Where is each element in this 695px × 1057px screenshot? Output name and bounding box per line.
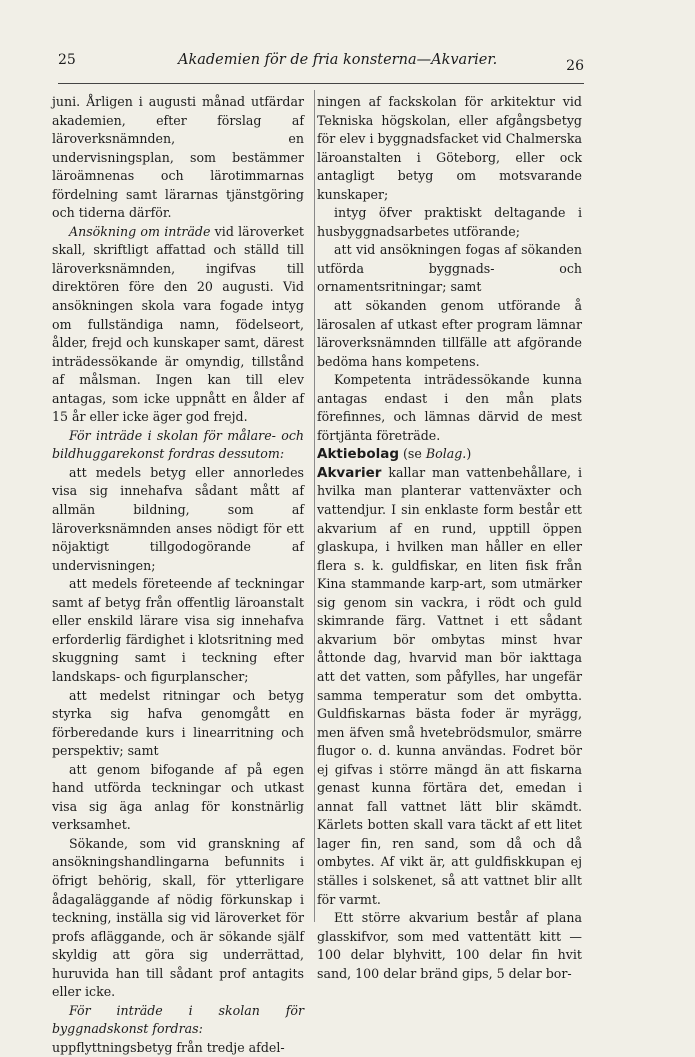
entry-headword: Aktiebolag: [317, 446, 400, 463]
entry-reference-target: Bolag.: [425, 446, 467, 462]
paragraph: Ett större akvarium består af plana glasskifvor, som med vattentätt kitt — 100 delar blyhvitt, 100 delar fin hvit sand, 100 delar bränd gips, 5 delar bor-: [317, 910, 582, 981]
entry-text: kallar man vattenbehållare, i hvilka man planterar vattenväxter och vattendjur. I sin enklaste form består ett akvarium af en rund, upptill öppen glaskupa, i hvilken man håller en eller flera s. k. guldfiskar, en liten fisk från Kina stammande karp-art, som utmärker sig genom sin vackra, i rödt och guld skimrande färg. Vattnet i ett sådant akvarium bör ombytas minst hvar åttonde dag, hvarvid man bör iakttaga att det vatten, som påfylles, har ungefär samma temperatur som det ombytta. Guldfiskarnas bästa foder är myrägg, men äfven små hvetebrödsmulor, smärre flugor o. d. kunna användas. Fodret bör ej gifvas i större mängd än att fiskarna genast kunna förtära det, emedan i annat fall vattnet lätt blir skämdt. Kärlets botten skall vara täckt af ett litet lager fin, ren sand, som då och då ombytes. Af vikt är, att guldfiskkupan ej ställes i solskenet, så att vattnet blir allt för varmt.: [317, 464, 582, 907]
running-title: Akademien för de fria konsterna—Akvarier.: [178, 52, 498, 68]
paragraph: att medels betyg eller annorledes visa sig innehafva sådant mått af allmän bildning, som af läroverksnämnden anses nödigt för ett nöjaktigt tillgodogörande af undervisningen;: [52, 464, 304, 573]
paragraph: [52, 223, 304, 427]
paragraph: Kompetenta inträdessökande kunna antagas endast i den mån plats förefinnes, och lämnas därvid de mest förtjänta företräde.: [317, 372, 582, 443]
italic-heading: För inträde i skolan för målare- och bildhuggarekonst fordras dessutom:: [52, 427, 304, 462]
entry-headword: Akvarier: [317, 464, 382, 481]
running-header: [58, 52, 584, 74]
page-number-right: 26: [566, 58, 584, 74]
italic-lead: Ansökning om inträde: [69, 223, 211, 239]
header-rule: [58, 83, 584, 84]
italic-heading: För inträde i skolan för byggnadskonst fordras:: [52, 1002, 304, 1037]
paragraph-text: vid läroverket skall, skriftligt affattad och ställd till läroverksnämnden, ingifvas till direktören före den 20 augusti. Vid ansökningen skola vara fogade intyg om fullständiga namn, födelseort, ålder, frejd och kunskaper samt, därest inträdessökande är omyndig, tillstånd af målsman. Ingen kan till elev antagas, som icke uppnått en ålder af 15 år eller icke äger god frejd.: [52, 223, 304, 425]
paragraph: att sökanden genom utförande å lärosalen af utkast efter program lämnar läroverksnämnden tillfälle att afgörande bedöma hans kompetens.: [317, 298, 582, 369]
paragraph: juni. Årligen i augusti månad utfärdar akademien, efter förslag af läroverksnämnden, en undervisningsplan, som bestämmer läroämnenas och lärotimmarnas fördelning samt lärarnas tjänstgöring och tiderna därför.: [52, 94, 304, 221]
paragraph: uppflyttningsbetyg från tredje afdel-: [52, 1039, 285, 1055]
entry-akvarier: [317, 464, 582, 909]
paragraph: ningen af fackskolan för arkitektur vid Tekniska högskolan, eller afgångsbetyg för elev i byggnadsfacket vid Chalmerska läroanstalten i Göteborg, eller ock antagligt betyg om motsvarande kunskaper;: [317, 94, 582, 202]
right-column: [317, 93, 582, 983]
left-column: [52, 93, 304, 1057]
entry-aktiebolag: [317, 445, 582, 464]
paragraph: intyg öfver praktiskt deltagande i husbyggnadsarbetes utförande;: [317, 205, 582, 239]
column-divider: [314, 90, 315, 922]
paragraph: att vid ansökningen fogas af sökanden utförda byggnads- och ornamentsritningar; samt: [317, 242, 582, 295]
paragraph: att medels företeende af teckningar samt af betyg från offentlig läroanstalt eller enskild lärare visa sig innehafva erforderlig färdighet i klotsritning med skuggning samt i teckning efter landskaps- och figurplanscher;: [52, 576, 304, 684]
paragraph: att genom bifogande af på egen hand utförda teckningar och utkast visa sig äga anlag för konstnärlig verksamhet.: [52, 761, 304, 833]
paragraph: Sökande, som vid granskning af ansökningshandlingarna befunnits i öfrigt behörig, skall, för ytterligare ådagaläggande af nödig förkunskap i teckning, inställa sig vid läroverket för profs afläggande, och är sökande själf skyldig att göra sig underrättad, huruvida han till sådant prof antagits eller icke.: [52, 835, 304, 1000]
entry-reference: (se: [399, 446, 426, 462]
entry-reference-close: ): [466, 446, 472, 462]
paragraph: att medelst ritningar och betyg styrka sig hafva genomgått en förberedande kurs i linearritning och perspektiv; samt: [52, 687, 304, 759]
page-number-left: 25: [58, 52, 76, 68]
